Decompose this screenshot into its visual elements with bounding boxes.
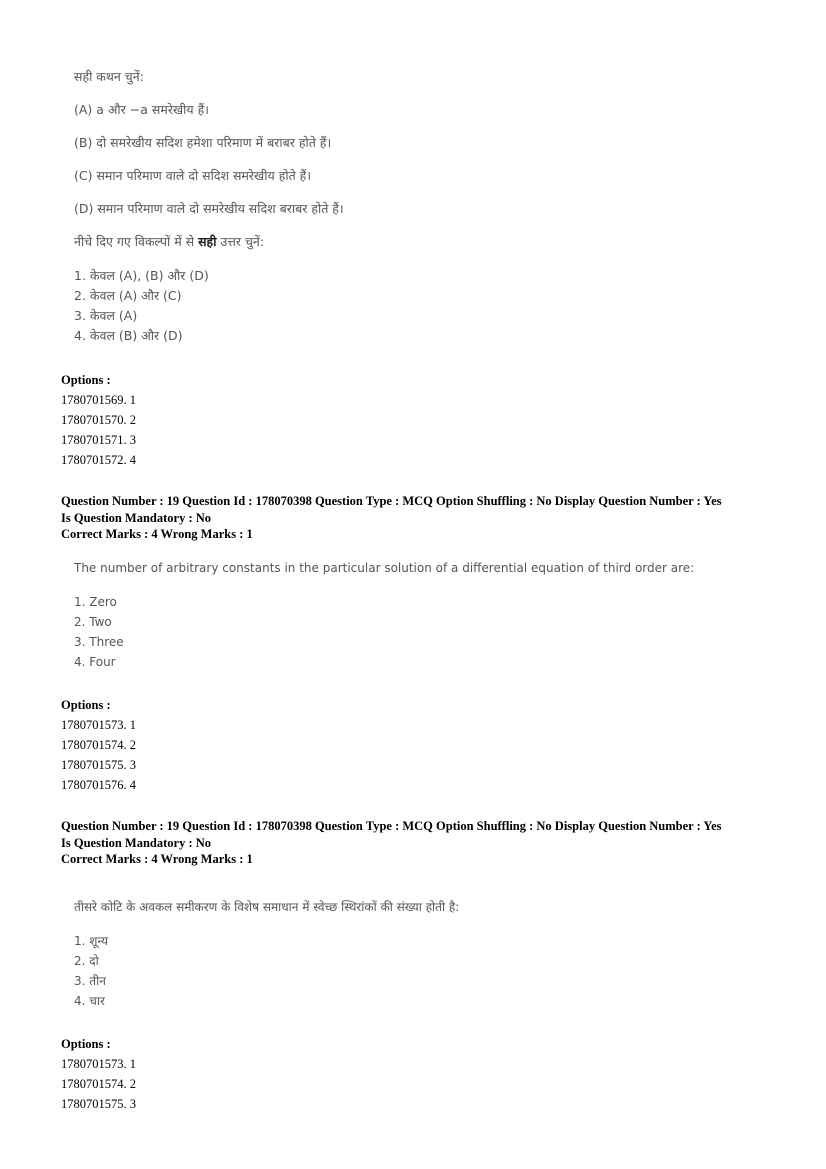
options-list (61, 1034, 136, 1114)
statement-d: (D) समान परिमाण वाले दो समरेखीय सदिश बराबर होते हैं। (74, 201, 344, 216)
question-marks: Correct Marks : 4 Wrong Marks : 1 (61, 852, 253, 866)
question-image-hindi-de (74, 898, 459, 1012)
question-meta-line2: Is Question Mandatory : No (61, 510, 212, 525)
option-item: 1780701574. 2 (61, 1077, 136, 1091)
question-image-english (74, 561, 694, 675)
choice-2: 2. Two (74, 615, 112, 629)
choice-4: 4. Four (74, 655, 116, 669)
choice-2: 2. केवल (A) और (C) (74, 288, 182, 303)
question-meta-line2: Is Question Mandatory : No (61, 835, 212, 850)
question-meta-line1: Question Number : 19 Question Id : 178070398 Question Type : MCQ Option Shuffling : No Display Question Number : Yes (61, 494, 722, 508)
choice-4: 4. चार (74, 994, 105, 1008)
option-item: 1780701569. 1 (61, 393, 136, 407)
option-item: 1780701572. 4 (61, 453, 136, 467)
instruction-pre: नीचे दिए गए विकल्पों में से (74, 234, 199, 249)
choice-1: 1. Zero (74, 595, 117, 609)
choice-4: 4. केवल (B) और (D) (74, 328, 183, 343)
question-marks: Correct Marks : 4 Wrong Marks : 1 (61, 527, 253, 541)
option-item: 1780701571. 3 (61, 433, 136, 447)
option-item: 1780701576. 4 (61, 778, 136, 792)
choice-1: 1. केवल (A), (B) और (D) (74, 268, 209, 283)
question-instruction (74, 233, 344, 267)
choice-1: 1. शून्य (74, 934, 108, 948)
question-meta (61, 818, 781, 868)
question-text: तीसरे कोटि के अवकल समीकरण के विशेष समाधान में स्वेच्छ स्थिरांकों की संख्या होती है: (74, 900, 460, 914)
options-list (61, 695, 136, 795)
choice-3: 3. तीन (74, 974, 106, 988)
choice-3: 3. केवल (A) (74, 308, 138, 323)
question-intro: सही कथन चुनें: (74, 69, 144, 84)
options-label: Options : (61, 698, 111, 712)
instruction-post: उत्तर चुनें: (216, 234, 265, 249)
option-item: 1780701573. 1 (61, 718, 136, 732)
question-image-hindi-vectors (74, 68, 344, 347)
statement-c: (C) समान परिमाण वाले दो सदिश समरेखीय होते हैं। (74, 168, 312, 183)
choice-2: 2. दो (74, 954, 99, 968)
statement-b: (B) दो समरेखीय सदिश हमेशा परिमाण में बराबर होते हैं। (74, 135, 332, 150)
option-item: 1780701570. 2 (61, 413, 136, 427)
statement-a: (A) a और −a समरेखीय हैं। (74, 102, 209, 117)
choice-3: 3. Three (74, 635, 124, 649)
option-item: 1780701575. 3 (61, 758, 136, 772)
question-text: The number of arbitrary constants in the particular solution of a differential equation of third order are: (74, 561, 695, 575)
instruction-bold: सही (198, 234, 217, 249)
option-item: 1780701573. 1 (61, 1057, 136, 1071)
option-item: 1780701574. 2 (61, 738, 136, 752)
options-label: Options : (61, 373, 111, 387)
options-list (61, 370, 136, 470)
options-label: Options : (61, 1037, 111, 1051)
question-meta (61, 493, 781, 543)
option-item: 1780701575. 3 (61, 1097, 136, 1111)
question-meta-line1: Question Number : 19 Question Id : 178070398 Question Type : MCQ Option Shuffling : No Display Question Number : Yes (61, 819, 722, 833)
